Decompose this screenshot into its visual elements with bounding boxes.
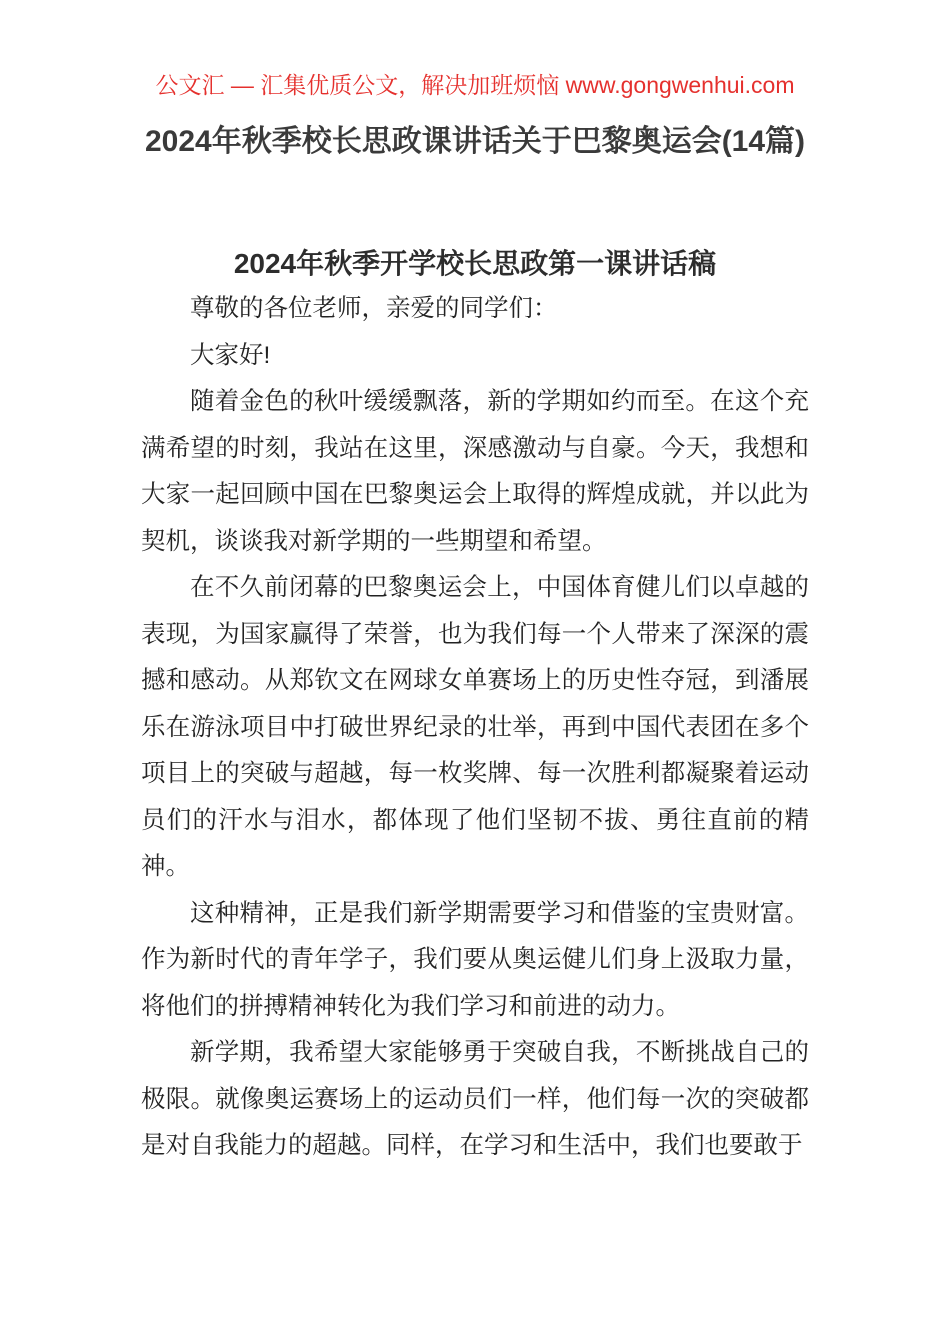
document-title: 2024年秋季校长思政课讲话关于巴黎奥运会(14篇) bbox=[144, 125, 806, 158]
paragraph: 在不久前闭幕的巴黎奥运会上，中国体育健儿们以卓越的表现，为国家赢得了荣誉，也为我们每一个人带来了深深的震撼和感动。从郑钦文在网球女单赛场上的历史性夺冠，到潘展乐在游泳项目中打破世界纪录的壮举，再到中国代表团在多个项目上的突破与超越，每一枚奖牌、每一次胜利都凝聚着运动员们的汗水与泪水，都体现了他们坚韧不拔、勇往直前的精神。 bbox=[141, 574, 809, 880]
paragraph: 这种精神，正是我们新学期需要学习和借鉴的宝贵财富。作为新时代的青年学子，我们要从奥运健儿们身上汲取力量，将他们的拼搏精神转化为我们学习和前进的动力。 bbox=[141, 899, 809, 1020]
paragraph: 大家好! bbox=[190, 341, 271, 369]
paragraph: 尊敬的各位老师，亲爱的同学们： bbox=[190, 295, 558, 322]
site-watermark: 公文汇 — 汇集优质公文，解决加班烦恼 www.gongwenhui.com bbox=[155, 72, 795, 98]
paragraph: 随着金色的秋叶缓缓飘落，新的学期如约而至。在这个充满希望的时刻，我站在这里，深感激动与自豪。今天，我想和大家一起回顾中国在巴黎奥运会上取得的辉煌成就，并以此为契机，谈谈我对新学期的一些期望和希望。 bbox=[141, 388, 809, 555]
document-body bbox=[141, 286, 809, 1170]
section-title: 2024年秋季开学校长思政第一课讲话稿 bbox=[233, 248, 717, 279]
paragraph: 新学期，我希望大家能够勇于突破自我，不断挑战自己的极限。就像奥运赛场上的运动员们一样，他们每一次的突破都是对自我能力的超越。同样，在学习和生活中，我们也要敢于 bbox=[141, 1039, 809, 1159]
